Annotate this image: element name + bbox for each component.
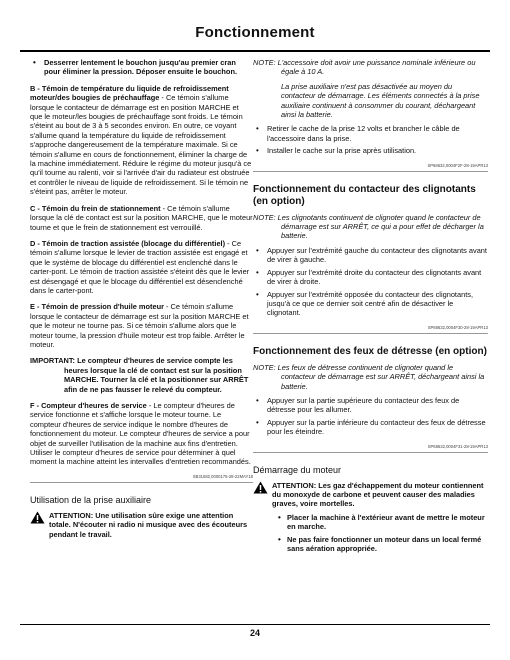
- list-item: • Retirer le cache de la prise 12 volts et brancher le câble de l'accessoire dans la prise.: [256, 124, 460, 143]
- section-title-engine-start: Démarrage du moteur: [253, 464, 342, 475]
- divider: [30, 482, 253, 483]
- reference-code: SP68632,0004F30-28-19APR13: [427, 324, 488, 330]
- list-item: • Placer la machine à l'extérieur avant de mettre le moteur en marche.: [278, 512, 485, 532]
- reference-code: SP68632,0004F2F-28-19APR13: [427, 162, 488, 168]
- important-notice: IMPORTANT: Le compteur d'heures de service compte les heures lorsque la clé de contact est sur la position MARCHE. Tourner la clé et la positionner sur ARRÊT afin de ne pas fausser le relevé du compteur.: [30, 356, 249, 394]
- list-item: • Installer le cache sur la prise après utilisation.: [256, 146, 417, 156]
- engine-start-warnings: [253, 513, 488, 554]
- aux-outlet-steps: [253, 124, 488, 155]
- indicator-d: D - Témoin de traction assistée (blocage du différentiel) - Ce témoin s'allume lorsque le levier de traction assistée est engagé et que le système de blocage du différentiel est enclenché dans le carter-pont. Le témoin de traction assistée s'éteint dès que le levier est désengagé et que le blocage du différentiel est désenclenché dans le carter-pont.: [30, 238, 250, 295]
- note: NOTE: Les clignotants continuent de clignoter quand le contacteur de démarrage est sur ARRÊT, ce qui a pour effet de décharger la batterie.: [253, 212, 484, 241]
- list-item: • Ne pas faire fonctionner un moteur dans un local fermé sans aération appropriée.: [278, 534, 482, 553]
- divider: [253, 171, 488, 172]
- hazard-light-steps: [253, 396, 488, 437]
- warning-block: ATTENTION: Les gaz d'échappement du moteur contiennent du monoxyde de carbone et peuvent causer des maladies graves, voire mortelles.: [253, 481, 488, 509]
- list-item: • Appuyer sur la partie supérieure du contacteur des feux de détresse pour les allumer.: [256, 395, 460, 415]
- section-title-hazard-lights: Fonctionnement des feux de détresse (en option): [253, 345, 487, 357]
- divider: [253, 333, 488, 334]
- section-title-turn-signals: Fonctionnement du contacteur des clignotants (en option): [253, 183, 476, 207]
- warning-block: ATTENTION: Une utilisation sûre exige une attention totale. N'écouter ni radio ni musique avec des écouteurs pendant le travail.: [30, 511, 253, 539]
- right-column: [253, 58, 488, 560]
- page-title: Fonctionnement: [195, 24, 315, 41]
- indicator-c: C - Témoin du frein de stationnement - Ce témoin s'allume lorsque la clé de contact est sur la position MARCHE, que le moteur tourne et que le frein de stationnement est verrouillé.: [30, 203, 253, 232]
- list-item: • Appuyer sur l'extrémité gauche du contacteur des clignotants avant de virer à gauche.: [256, 245, 487, 265]
- reference-code: SP68632,0004F31-28-19APR13: [427, 443, 488, 449]
- list-item: • Desserrer lentement le bouchon jusqu'au premier cran pour éliminer la pression. Déposer ensuite le bouchon.: [33, 58, 238, 77]
- note: NOTE: Les feux de détresse continuent de clignoter quand le contacteur de démarrage est sur ARRÊT, déchargeant ainsi la batterie.: [253, 362, 485, 391]
- note-continued: La prise auxiliaire n'est pas désactivée au moyen du contacteur de démarrage. Les éléments connectés à la prise auxiliaire continuent à consommer du courant, déchargeant ainsi la batterie.: [281, 81, 480, 120]
- list-item: • Appuyer sur l'extrémité opposée du contacteur des clignotants, jusqu'à ce que ce dernier soit centré afin de désactiver le clignotant.: [256, 289, 474, 318]
- warning-triangle-icon: [253, 481, 268, 494]
- section-title-aux-outlet: Utilisation de la prise auxiliaire: [30, 494, 152, 505]
- turn-signal-steps: [253, 246, 488, 318]
- indicator-e: E - Témoin de pression d'huile moteur - Ce témoin s'allume lorsque le contacteur de démarrage est sur la position MARCHE et que le moteur ne tourne pas. Si ce témoin s'allume alors que le moteur tourne, la pression d'huile moteur est trop faible. Arrêter le moteur.: [30, 302, 249, 349]
- left-column: [30, 58, 253, 543]
- indicator-b: B - Témoin de température du liquide de refroidissement moteur/des bougies de préchauffage - Ce témoin s'allume lorsque le contacteur de démarrage est en position MARCHE et que le moteur/les bougies de préchauffage sont froids. Le témoin s'éteint au bout de 3 à 5 secondes environ. En outre, ce voyant s'allume quand la température du liquide de refroidissement s'approche dangereusement de la température maximale. Si ce témoin s'allume en cours de fonctionnement, éliminer la charge de la machine immédiatement. Réduire le régime du moteur jusqu'à ce qu'il tourne au ralenti, voir si l'arrivée d'air du radiateur est obstruée et contrôler le niveau de liquide de refroidissement. Si le témoin ne s'éteint pas, arrêter le moteur.: [30, 83, 252, 197]
- note: NOTE: L'accessoire doit avoir une puissance nominale inférieure ou égale à 10 A.: [253, 58, 476, 77]
- footer-rule: [20, 624, 490, 625]
- page-header: [20, 24, 490, 52]
- reference-code: SB31582,0000175-28-22MAY18: [192, 473, 253, 479]
- indicator-f: F - Compteur d'heures de service - Le compteur d'heures de service fonctionne et s'affiche lorsque le moteur tourne. Le compteur d'heures de service indique le nombre d'heures de fonctionnement du moteur. Le compteur d'heures de service a pour objet de surveiller l'utilisation de la machine aux fins d'entretien. Utiliser le compteur d'heures de service pour déterminer à quel moment la machine atteint les intervalles d'entretien recommandés.: [30, 401, 251, 467]
- divider: [253, 452, 488, 453]
- cap-bullets: [30, 58, 253, 77]
- page-number: 24: [249, 628, 260, 638]
- list-item: • Appuyer sur l'extrémité droite du contacteur des clignotants avant de virer à droite.: [256, 267, 482, 287]
- warning-triangle-icon: [30, 511, 45, 524]
- list-item: • Appuyer sur la partie inférieure du contacteur des feux de détresse pour les éteindre.: [256, 417, 486, 437]
